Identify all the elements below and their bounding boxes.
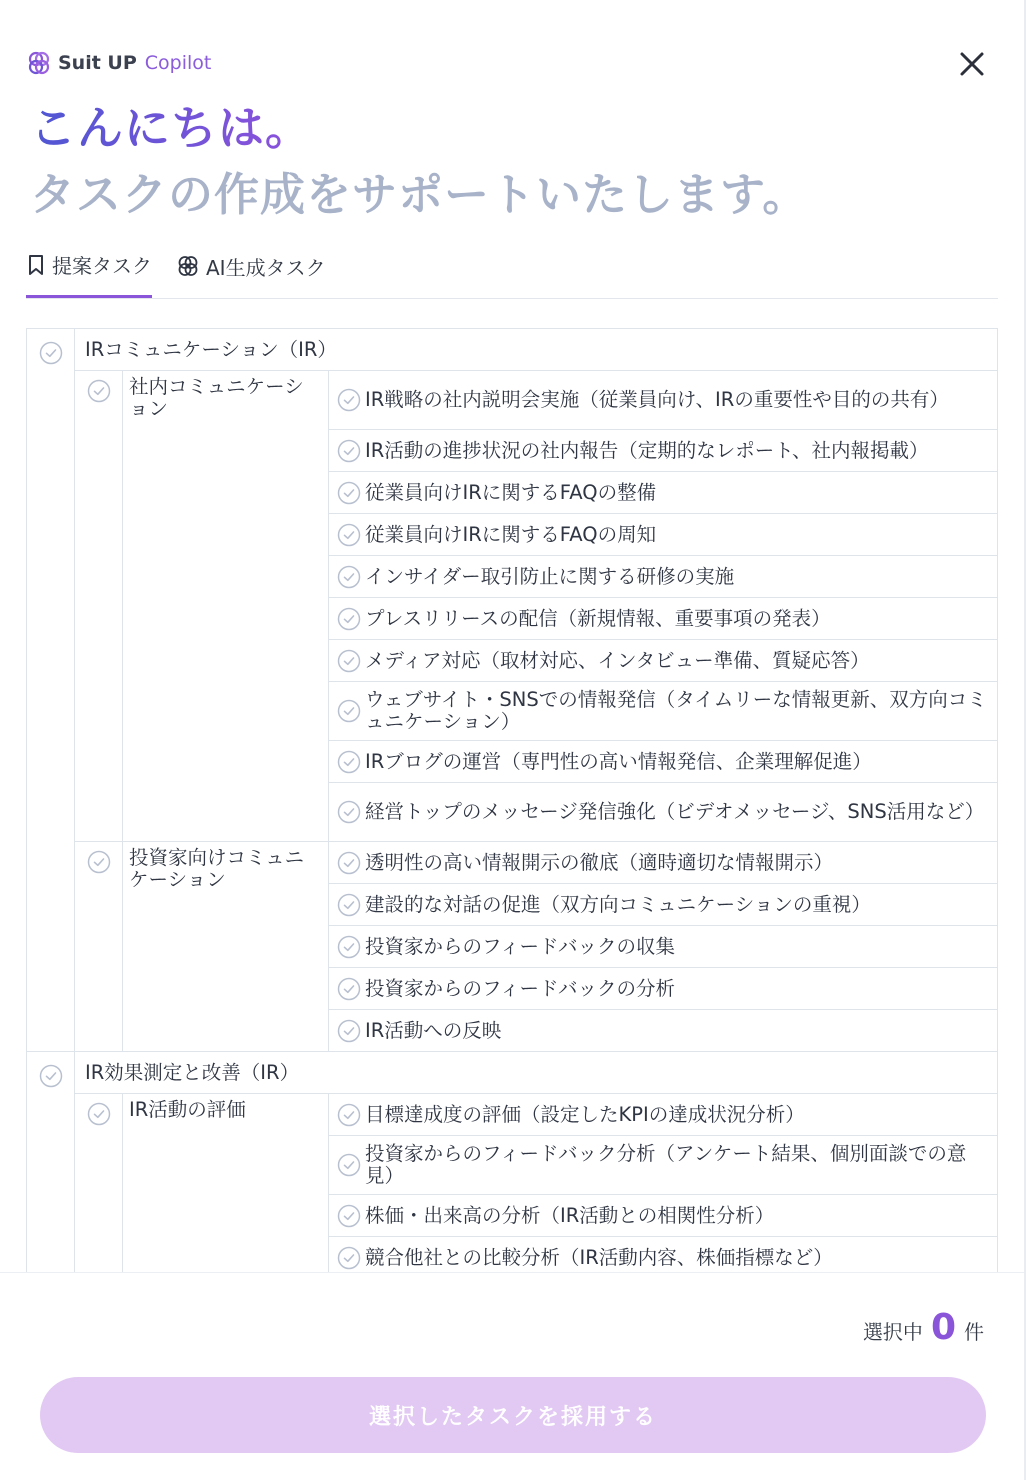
- count-value: 0: [930, 1307, 956, 1348]
- tab-suggested-label: 提案タスク: [52, 254, 152, 278]
- task-cell[interactable]: [329, 1094, 998, 1136]
- task-row[interactable]: [27, 1094, 998, 1136]
- task-cell[interactable]: [329, 1136, 998, 1195]
- task-label: 透明性の高い情報開示の徹底（適時適切な情報開示）: [365, 850, 834, 874]
- check-circle-icon[interactable]: [337, 699, 361, 723]
- greeting-subtitle: タスクの作成をサポートいたします。: [30, 168, 809, 221]
- task-label: 従業員向けIRに関するFAQの整備: [365, 480, 657, 504]
- task-table: [26, 328, 998, 1272]
- task-cell[interactable]: [329, 514, 998, 556]
- task-item[interactable]: [329, 371, 997, 429]
- task-label: メディア対応（取材対応、インタビュー準備、質疑応答）: [365, 648, 870, 672]
- task-item[interactable]: [329, 926, 997, 967]
- task-cell[interactable]: [329, 884, 998, 926]
- task-cell[interactable]: [329, 968, 998, 1010]
- task-label: IR活動の進捗状況の社内報告（定期的なレポート、社内報掲載）: [365, 438, 929, 462]
- task-cell[interactable]: [329, 783, 998, 842]
- category-row[interactable]: [27, 1052, 998, 1094]
- category-label: IR効果測定と改善（IR）: [75, 1052, 998, 1094]
- task-cell[interactable]: [329, 842, 998, 884]
- bookmark-icon: [26, 253, 46, 277]
- task-label: 投資家からのフィードバック分析（アンケート結果、個別面談での意見）: [365, 1142, 967, 1187]
- check-circle-icon[interactable]: [337, 1019, 361, 1043]
- check-circle-icon[interactable]: [337, 523, 361, 547]
- task-item[interactable]: [329, 1195, 997, 1236]
- check-circle-icon[interactable]: [337, 893, 361, 917]
- close-button[interactable]: [956, 48, 988, 80]
- task-label: 株価・出来高の分析（IR活動との相関性分析）: [365, 1203, 775, 1227]
- task-item[interactable]: [329, 1094, 997, 1135]
- check-circle-icon[interactable]: [337, 1246, 361, 1270]
- task-label: プレスリリースの配信（新規情報、重要事項の発表）: [365, 606, 831, 630]
- check-circle-icon[interactable]: [337, 565, 361, 589]
- group-label: 投資家向けコミュニケーション: [123, 842, 329, 1052]
- brand: [26, 48, 998, 78]
- task-item[interactable]: [329, 472, 997, 513]
- check-circle-icon[interactable]: [87, 1102, 111, 1126]
- task-item[interactable]: [329, 842, 997, 883]
- check-circle-icon[interactable]: [39, 1064, 63, 1088]
- footer: [0, 1272, 1024, 1480]
- check-circle-icon[interactable]: [337, 935, 361, 959]
- category-checkbox-cell[interactable]: [27, 1052, 75, 1273]
- group-label: IR活動の評価: [123, 1094, 329, 1273]
- task-label: 建設的な対話の促進（双方向コミュニケーションの重視）: [365, 892, 871, 916]
- tab-ai-tasks[interactable]: [176, 238, 326, 298]
- task-row[interactable]: [27, 371, 998, 430]
- check-circle-icon[interactable]: [87, 379, 111, 403]
- count-suffix: 件: [964, 1320, 984, 1344]
- task-cell[interactable]: [329, 682, 998, 741]
- check-circle-icon[interactable]: [337, 388, 361, 412]
- task-cell[interactable]: [329, 430, 998, 472]
- brand-logo-icon: [26, 50, 52, 76]
- check-circle-icon[interactable]: [337, 607, 361, 631]
- task-item[interactable]: [329, 556, 997, 597]
- greeting-title: こんにちは。: [30, 92, 312, 158]
- task-label: 投資家からのフィードバックの収集: [365, 934, 676, 958]
- brand-sub: Copilot: [144, 52, 212, 74]
- category-label: IRコミュニケーション（IR）: [75, 329, 998, 371]
- task-label: IR戦略の社内説明会実施（従業員向け、IRの重要性や目的の共有）: [365, 388, 949, 411]
- task-cell[interactable]: [329, 1195, 998, 1237]
- check-circle-icon[interactable]: [337, 977, 361, 1001]
- task-row[interactable]: [27, 842, 998, 884]
- count-prefix: 選択中: [862, 1320, 923, 1344]
- task-item[interactable]: [329, 968, 997, 1009]
- task-item[interactable]: [329, 514, 997, 555]
- task-cell[interactable]: [329, 741, 998, 783]
- group-checkbox-cell[interactable]: [75, 1094, 123, 1273]
- task-item[interactable]: [329, 598, 997, 639]
- task-cell[interactable]: [329, 556, 998, 598]
- task-label: 投資家からのフィードバックの分析: [365, 976, 676, 1000]
- category-row[interactable]: [27, 329, 998, 371]
- task-item[interactable]: [329, 1237, 997, 1272]
- task-item[interactable]: [329, 1136, 997, 1194]
- check-circle-icon[interactable]: [337, 750, 361, 774]
- tab-bar: [26, 238, 998, 299]
- close-icon: [959, 51, 985, 77]
- group-checkbox-cell[interactable]: [75, 371, 123, 842]
- category-checkbox-cell[interactable]: [27, 329, 75, 1052]
- check-circle-icon[interactable]: [337, 1204, 361, 1228]
- check-circle-icon[interactable]: [337, 649, 361, 673]
- task-list[interactable]: [26, 328, 998, 1272]
- task-item[interactable]: [329, 682, 997, 740]
- task-cell[interactable]: [329, 472, 998, 514]
- task-item[interactable]: [329, 783, 997, 841]
- check-circle-icon[interactable]: [87, 850, 111, 874]
- check-circle-icon[interactable]: [337, 481, 361, 505]
- check-circle-icon[interactable]: [337, 851, 361, 875]
- task-item[interactable]: [329, 1010, 997, 1051]
- task-item[interactable]: [329, 884, 997, 925]
- task-item[interactable]: [329, 640, 997, 681]
- ai-icon: [176, 254, 200, 278]
- tab-ai-label: AI生成タスク: [206, 255, 326, 280]
- selected-count: [863, 1307, 984, 1348]
- task-cell[interactable]: [329, 1237, 998, 1273]
- check-circle-icon[interactable]: [39, 341, 63, 365]
- task-cell[interactable]: [329, 1010, 998, 1052]
- task-label: IRブログの運営（専門性の高い情報発信、企業理解促進）: [365, 749, 872, 773]
- task-label: 目標達成度の評価（設定したKPIの達成状況分析）: [365, 1102, 805, 1126]
- tab-suggested-tasks[interactable]: [26, 238, 152, 298]
- task-label: IR活動への反映: [365, 1018, 502, 1042]
- adopt-tasks-button[interactable]: 選択したタスクを採用する: [40, 1377, 986, 1453]
- brand-name: Suit UP: [58, 52, 137, 74]
- task-item[interactable]: [329, 430, 997, 471]
- check-circle-icon[interactable]: [337, 1103, 361, 1127]
- task-label: 従業員向けIRに関するFAQの周知: [365, 522, 657, 546]
- task-cell[interactable]: [329, 598, 998, 640]
- check-circle-icon[interactable]: [337, 800, 361, 824]
- task-label: 競合他社との比較分析（IR活動内容、株価指標など）: [365, 1245, 833, 1269]
- group-label: 社内コミュニケーション: [123, 371, 329, 842]
- check-circle-icon[interactable]: [337, 439, 361, 463]
- task-label: インサイダー取引防止に関する研修の実施: [365, 564, 735, 588]
- group-checkbox-cell[interactable]: [75, 842, 123, 1052]
- task-label: ウェブサイト・SNSでの情報発信（タイムリーな情報更新、双方向コミュニケーション）: [365, 688, 987, 733]
- task-item[interactable]: [329, 741, 997, 782]
- task-cell[interactable]: [329, 640, 998, 682]
- task-cell[interactable]: [329, 926, 998, 968]
- task-label: 経営トップのメッセージ発信強化（ビデオメッセージ、SNS活用など）: [365, 800, 985, 823]
- task-cell[interactable]: [329, 371, 998, 430]
- check-circle-icon[interactable]: [337, 1153, 361, 1177]
- header: [26, 48, 998, 78]
